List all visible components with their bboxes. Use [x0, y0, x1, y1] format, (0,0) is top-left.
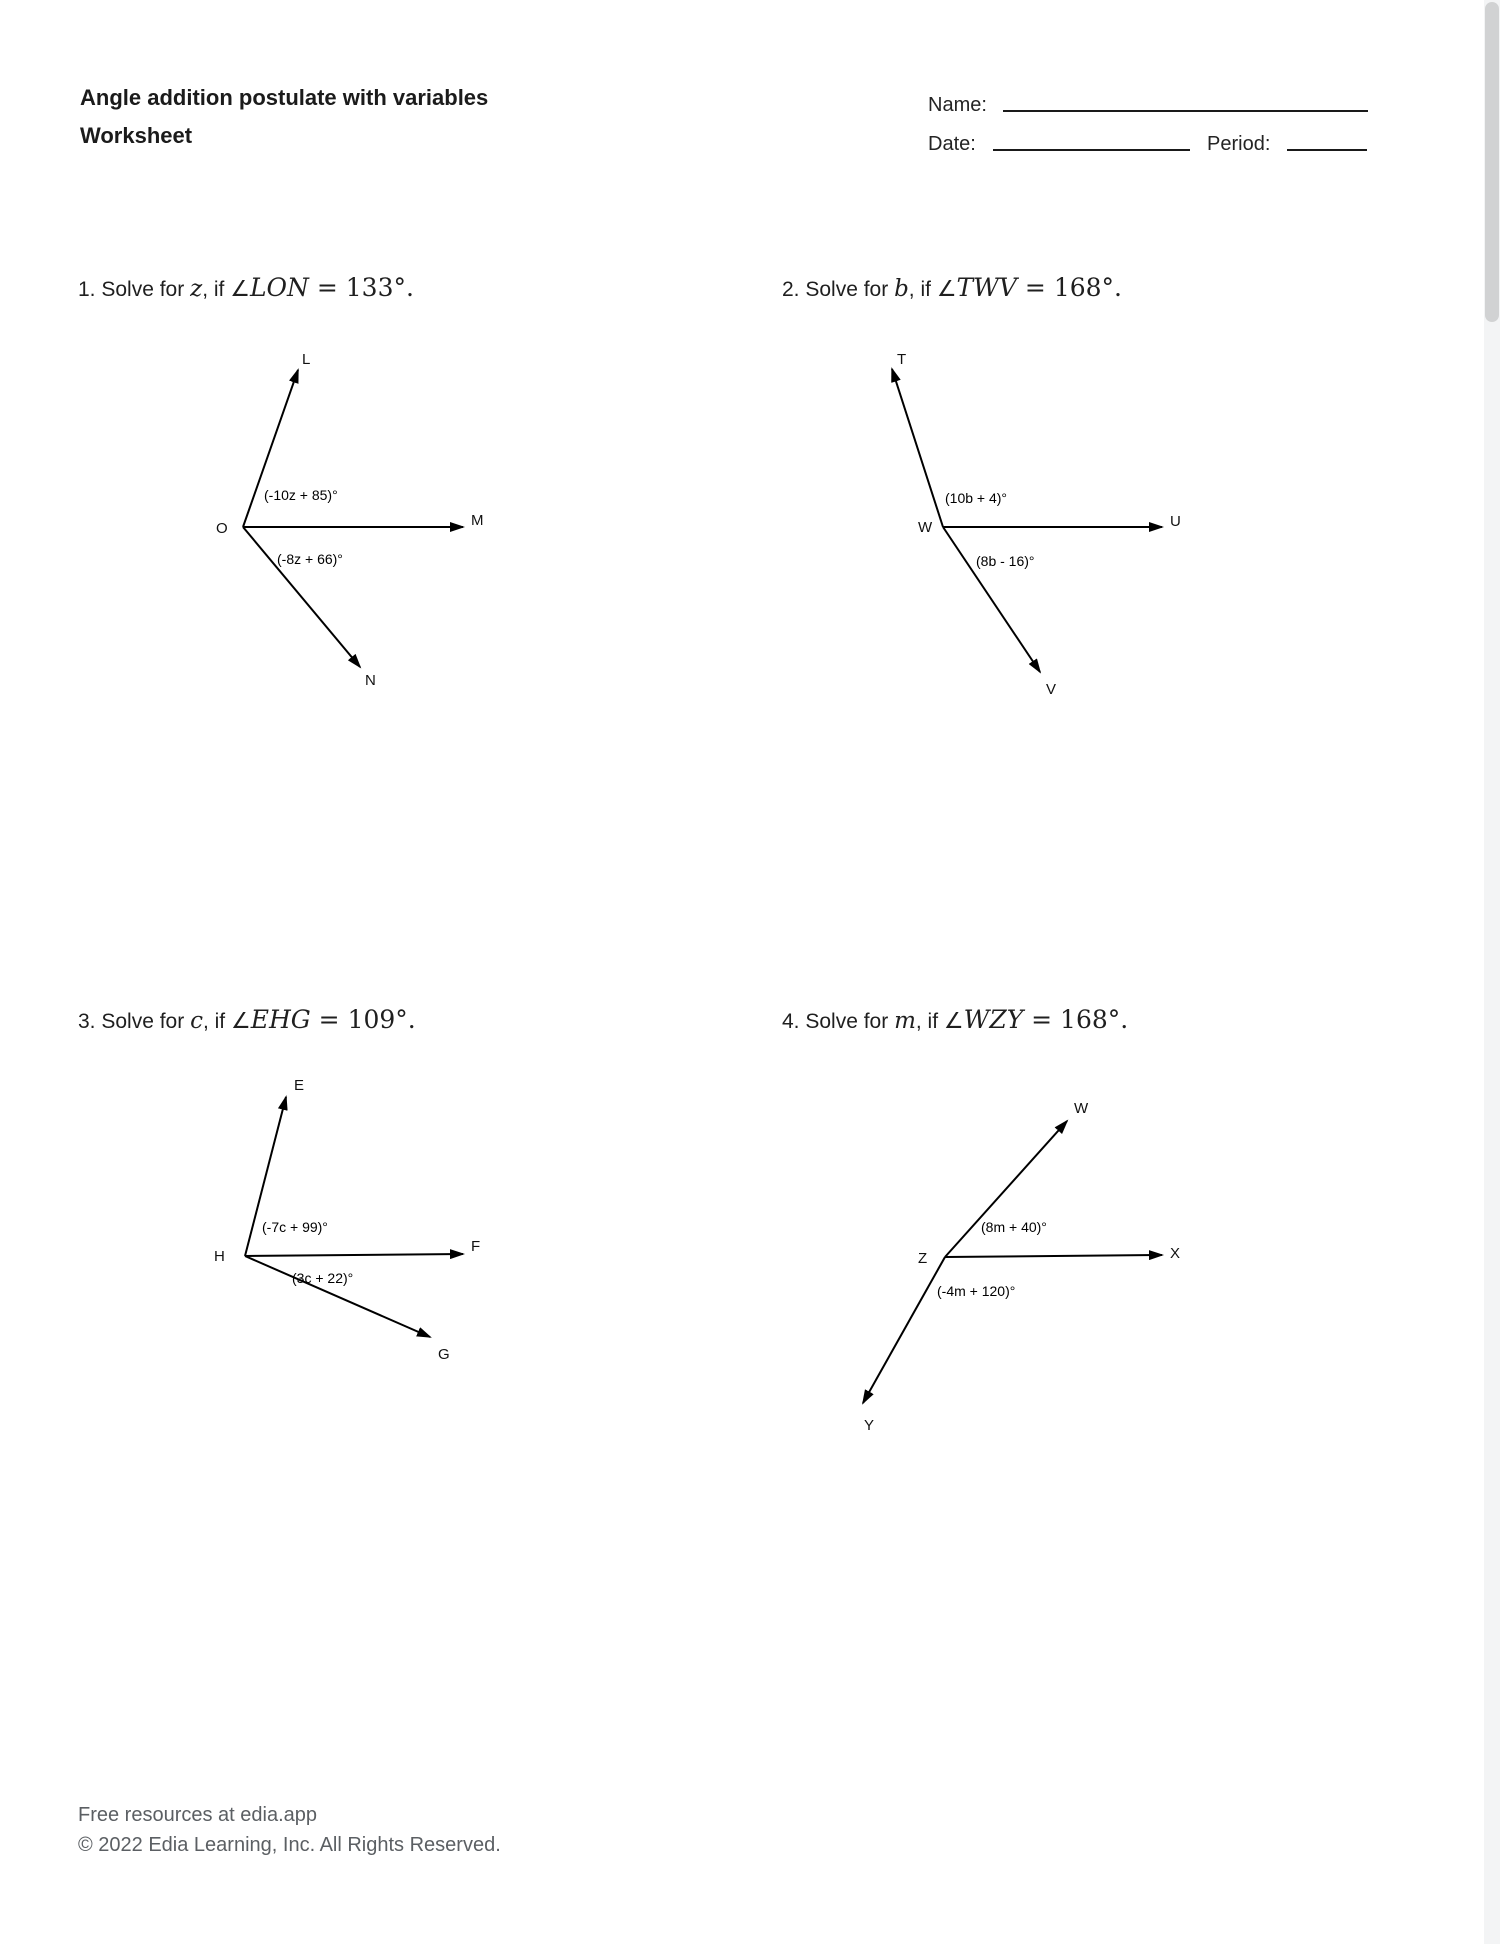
- ray-label-E: E: [294, 1077, 305, 1094]
- question-3-text: [78, 1004, 416, 1038]
- diagram-angle-EHG: [180, 1060, 500, 1370]
- ray-label-N: N: [365, 672, 376, 689]
- question-4-connector: , if: [915, 1010, 944, 1033]
- question-1-angle-name: LON: [249, 273, 309, 302]
- question-4-equation: = 168°.: [1023, 1005, 1129, 1034]
- ray-label-T: T: [897, 351, 907, 368]
- question-4-variable: m: [894, 1008, 916, 1034]
- question-2-equation: = 168°.: [1016, 273, 1122, 302]
- ray-label-W: W: [1074, 1100, 1089, 1117]
- question-2-lead: 2. Solve for: [782, 278, 895, 301]
- name-label: Name:: [928, 94, 987, 116]
- ray-ZW: [945, 1121, 1067, 1257]
- worksheet-title: [80, 79, 488, 155]
- footer-resources-text: Free resources at edia.app: [78, 1804, 318, 1826]
- ray-HF: [245, 1254, 463, 1256]
- ray-label-U: U: [1170, 513, 1181, 530]
- question-2-text: [782, 272, 1122, 306]
- lower-angle-expression: (-4m + 120)°: [937, 1283, 1016, 1299]
- vertex-label: W: [918, 519, 933, 536]
- ray-label-F: F: [471, 1238, 481, 1255]
- lower-angle-expression: (8b - 16)°: [976, 553, 1035, 569]
- question-3-equation: = 109°.: [310, 1005, 416, 1034]
- question-3-connector: , if: [202, 1010, 231, 1033]
- question-1-lead: 1. Solve for: [78, 278, 191, 301]
- ray-label-G: G: [438, 1346, 450, 1363]
- question-2-angle-name: TWV: [956, 273, 1017, 302]
- vertex-label: O: [216, 520, 228, 537]
- angle-icon: ∠: [936, 277, 957, 302]
- diagram-angle-LON: [180, 340, 500, 700]
- name-blank-line: [1003, 110, 1368, 112]
- page-footer: [78, 1800, 501, 1860]
- upper-angle-expression: (8m + 40)°: [981, 1219, 1047, 1235]
- angle-icon: ∠: [943, 1009, 964, 1034]
- period-blank-line: [1287, 149, 1367, 151]
- ray-label-M: M: [471, 512, 484, 529]
- upper-angle-expression: (-7c + 99)°: [262, 1219, 328, 1235]
- scrollbar-thumb[interactable]: [1485, 2, 1499, 322]
- question-4-angle-name: WZY: [963, 1005, 1024, 1034]
- title-line-1: Angle addition postulate with variables: [80, 85, 489, 110]
- question-1-equation: = 133°.: [308, 273, 414, 302]
- ray-label-L: L: [302, 351, 311, 368]
- upper-angle-expression: (10b + 4)°: [945, 490, 1008, 506]
- ray-ON: [243, 527, 360, 667]
- ray-label-Y: Y: [864, 1417, 875, 1434]
- date-label: Date:: [928, 133, 976, 155]
- ray-label-V: V: [1046, 681, 1057, 698]
- ray-ZX: [945, 1255, 1162, 1257]
- angle-icon: ∠: [230, 1009, 251, 1034]
- diagram-angle-WZY: [840, 1080, 1200, 1440]
- ray-label-X: X: [1170, 1245, 1181, 1262]
- date-blank-line: [993, 149, 1190, 151]
- question-2-variable: b: [894, 276, 909, 302]
- ray-OL: [243, 370, 298, 527]
- diagram-angle-TWV: [860, 340, 1190, 700]
- question-1-variable: z: [190, 276, 203, 302]
- period-label: Period:: [1207, 133, 1271, 155]
- vertex-label: H: [214, 1248, 225, 1265]
- ray-WV: [943, 527, 1040, 672]
- ray-HG: [245, 1256, 430, 1337]
- question-1-connector: , if: [202, 278, 231, 301]
- footer-copyright-text: © 2022 Edia Learning, Inc. All Rights Reserved.: [78, 1834, 501, 1856]
- question-4-lead: 4. Solve for: [782, 1010, 895, 1033]
- question-4-text: [782, 1004, 1128, 1038]
- question-1-text: [78, 272, 414, 306]
- title-line-2: Worksheet: [80, 123, 193, 148]
- lower-angle-expression: (-8z + 66)°: [277, 551, 343, 567]
- ray-ZY: [863, 1257, 945, 1403]
- question-3-variable: c: [190, 1008, 203, 1034]
- vertex-label: Z: [918, 1250, 928, 1267]
- question-3-lead: 3. Solve for: [78, 1010, 191, 1033]
- question-3-angle-name: EHG: [250, 1005, 311, 1034]
- angle-icon: ∠: [230, 277, 250, 302]
- lower-angle-expression: (3c + 22)°: [292, 1270, 354, 1286]
- upper-angle-expression: (-10z + 85)°: [264, 487, 338, 503]
- ray-WT: [892, 369, 943, 527]
- question-2-connector: , if: [908, 278, 937, 301]
